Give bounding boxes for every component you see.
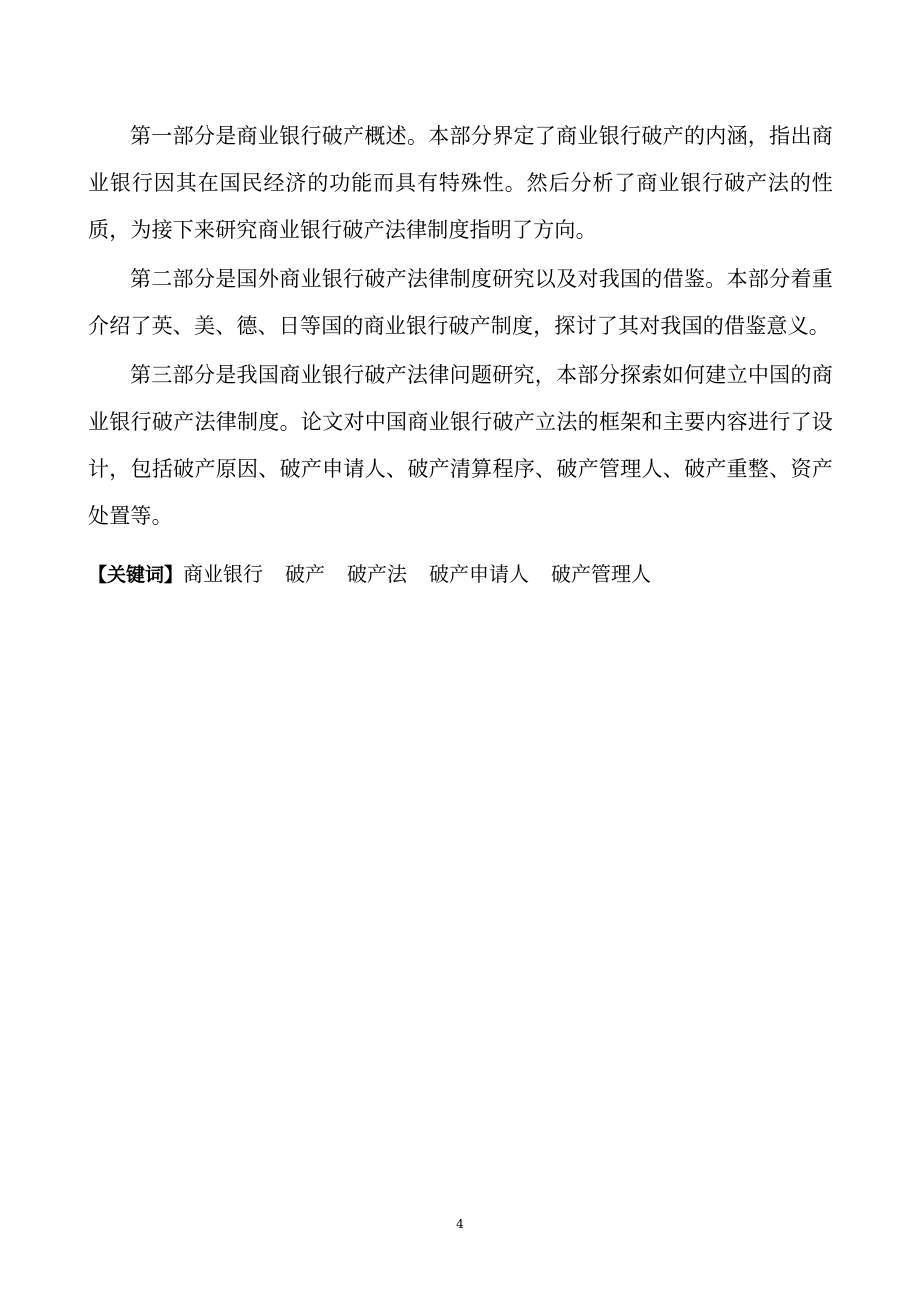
page-number: 4: [456, 1217, 464, 1231]
keyword-item: 破产: [285, 562, 326, 586]
paragraph-part-two: 第二部分是国外商业银行破产法律制度研究以及对我国的借鉴。本部分着重介绍了英、美、德、日等国的商业银行破产制度，探讨了其对我国的借鉴意义。: [88, 267, 833, 338]
paragraph-part-one: 第一部分是商业银行破产概述。本部分界定了商业银行破产的内涵，指出商业银行因其在国民经济的功能而具有特殊性。然后分析了商业银行破产法的性质，为接下来研究商业银行破产法律制度指明了方向。: [88, 124, 833, 242]
keyword-item: 商业银行: [183, 562, 264, 586]
keyword-item: 破产法: [347, 562, 408, 586]
keywords-label: 【关键词】: [88, 564, 184, 586]
keyword-item: 破产申请人: [429, 562, 530, 586]
paragraph-part-three: 第三部分是我国商业银行破产法律问题研究，本部分探索如何建立中国的商业银行破产法律制度。论文对中国商业银行破产立法的框架和主要内容进行了设计，包括破产原因、破产申请人、破产清算程序、破产管理人、破产重整、资产处置等。: [88, 363, 833, 528]
keywords-line: [88, 556, 833, 593]
keyword-item: 破产管理人: [551, 562, 652, 586]
page-body: [88, 113, 833, 593]
